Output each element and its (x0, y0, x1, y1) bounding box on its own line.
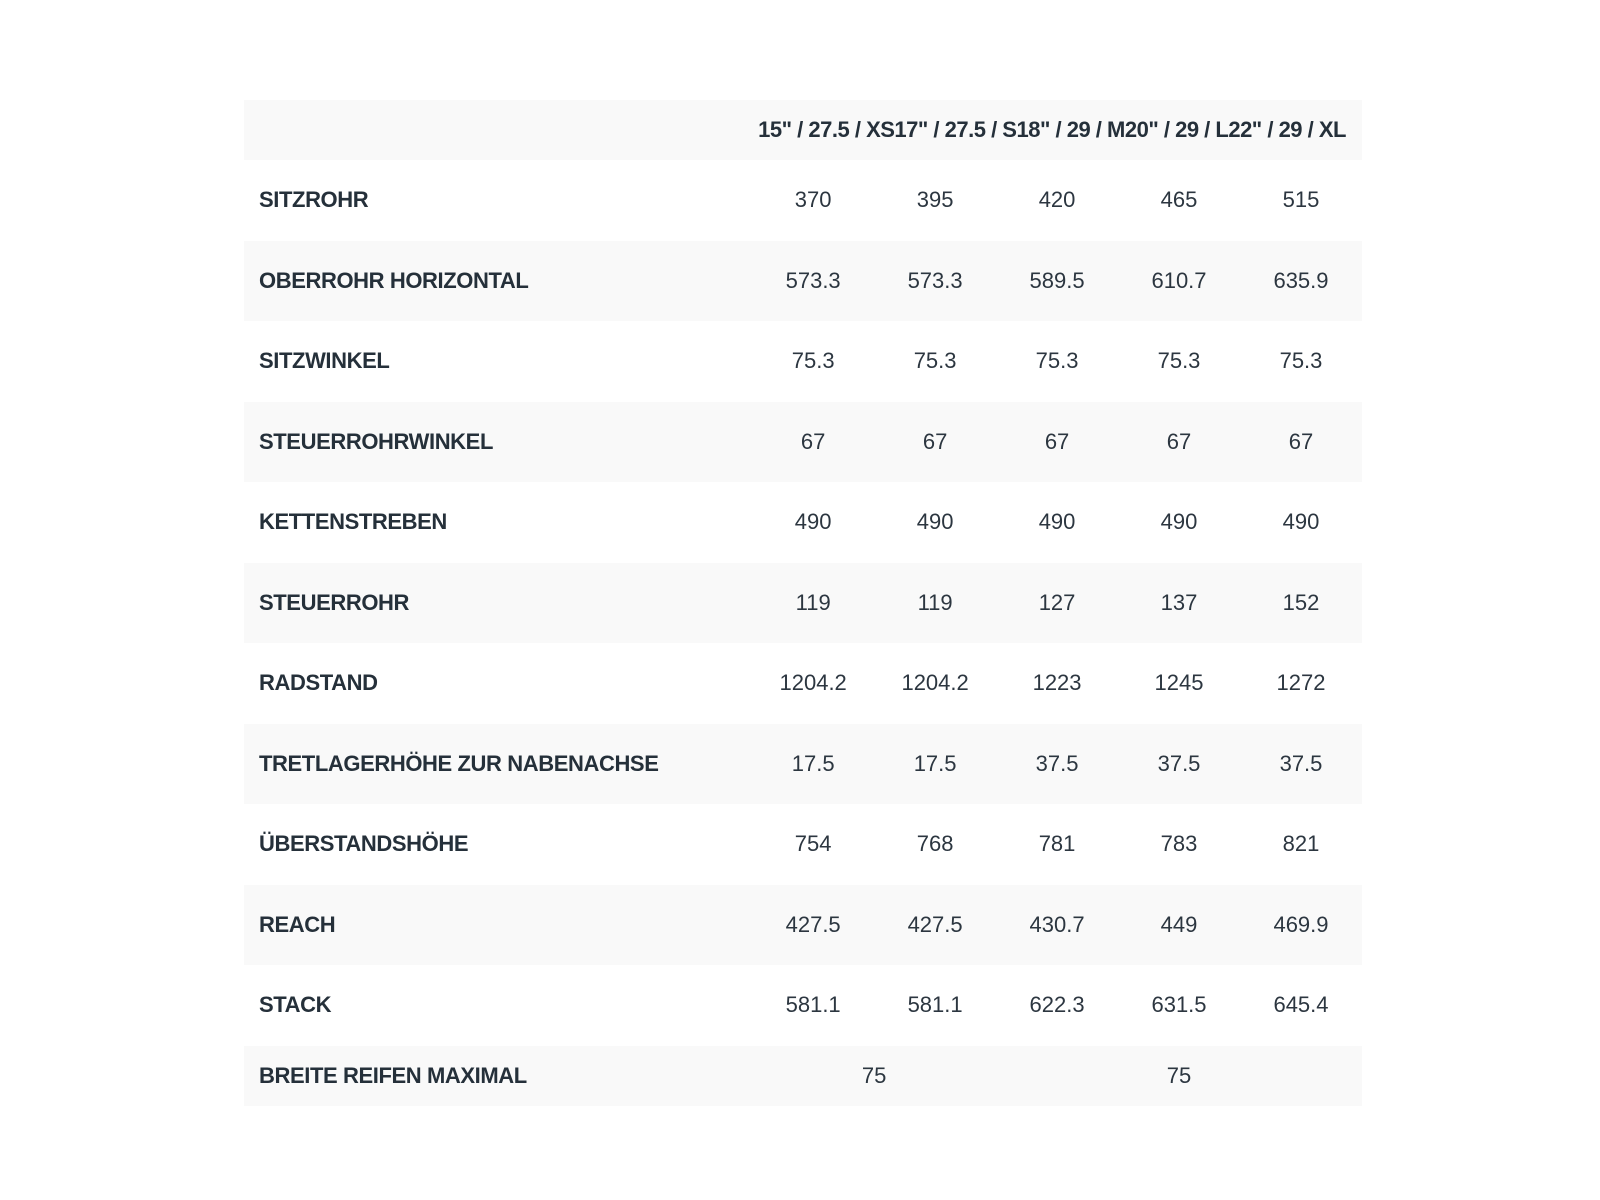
value-cell: 589.5 (996, 241, 1118, 322)
table-row (244, 321, 1362, 402)
value-cell: 610.7 (1118, 241, 1240, 322)
value-cell: 37.5 (996, 724, 1118, 805)
table-row (244, 482, 1362, 563)
row-label: SITZWINKEL (244, 321, 752, 402)
value-cell: 119 (874, 563, 996, 644)
geometry-table-header (244, 100, 1362, 160)
value-cell: 1204.2 (752, 643, 874, 724)
row-label: BREITE REIFEN MAXIMAL (244, 1046, 752, 1106)
value-cell: 420 (996, 160, 1118, 241)
value-cell: 573.3 (874, 241, 996, 322)
geometry-table (244, 100, 1362, 1106)
value-cell: 490 (1118, 482, 1240, 563)
value-cell: 17.5 (874, 724, 996, 805)
value-cell: 645.4 (1240, 965, 1362, 1046)
table-row (244, 241, 1362, 322)
value-cell: 119 (752, 563, 874, 644)
table-row (244, 885, 1362, 966)
value-cell: 449 (1118, 885, 1240, 966)
value-cell: 631.5 (1118, 965, 1240, 1046)
value-cell: 75.3 (874, 321, 996, 402)
value-cell: 581.1 (752, 965, 874, 1046)
value-cell: 75.3 (1240, 321, 1362, 402)
value-cell: 783 (1118, 804, 1240, 885)
header-row (244, 100, 1362, 160)
value-cell: 490 (752, 482, 874, 563)
value-cell: 75.3 (996, 321, 1118, 402)
row-label: STEUERROHR (244, 563, 752, 644)
value-cell: 17.5 (752, 724, 874, 805)
value-cell: 152 (1240, 563, 1362, 644)
row-label: OBERROHR HORIZONTAL (244, 241, 752, 322)
value-cell: 67 (1240, 402, 1362, 483)
value-cell: 1245 (1118, 643, 1240, 724)
value-cell: 370 (752, 160, 874, 241)
value-cell: 573.3 (752, 241, 874, 322)
value-cell: 37.5 (1240, 724, 1362, 805)
value-cell: 75.3 (752, 321, 874, 402)
value-cell: 515 (1240, 160, 1362, 241)
table-row (244, 563, 1362, 644)
value-cell: 622.3 (996, 965, 1118, 1046)
row-label: STEUERROHRWINKEL (244, 402, 752, 483)
value-cell: 635.9 (1240, 241, 1362, 322)
value-cell: 1272 (1240, 643, 1362, 724)
value-cell: 137 (1118, 563, 1240, 644)
value-cell: 781 (996, 804, 1118, 885)
value-cell: 821 (1240, 804, 1362, 885)
table-row (244, 402, 1362, 483)
value-cell: 75 (996, 1046, 1362, 1106)
value-cell: 581.1 (874, 965, 996, 1046)
value-cell: 67 (874, 402, 996, 483)
row-label: TRETLAGERHÖHE ZUR NABENACHSE (244, 724, 752, 805)
value-cell: 75.3 (1118, 321, 1240, 402)
row-label: REACH (244, 885, 752, 966)
value-cell: 490 (874, 482, 996, 563)
value-cell: 1223 (996, 643, 1118, 724)
value-cell: 490 (996, 482, 1118, 563)
table-row (244, 160, 1362, 241)
value-cell: 430.7 (996, 885, 1118, 966)
value-cell: 465 (1118, 160, 1240, 241)
row-label: STACK (244, 965, 752, 1046)
value-cell: 427.5 (752, 885, 874, 966)
row-label: SITZROHR (244, 160, 752, 241)
value-cell: 67 (996, 402, 1118, 483)
header-corner-cell (244, 100, 752, 160)
table-row (244, 1046, 1362, 1106)
row-label: KETTENSTREBEN (244, 482, 752, 563)
value-cell: 490 (1240, 482, 1362, 563)
table-row (244, 724, 1362, 805)
value-cell: 427.5 (874, 885, 996, 966)
value-cell: 127 (996, 563, 1118, 644)
table-row (244, 965, 1362, 1046)
geometry-table-body (244, 160, 1362, 1106)
value-cell: 469.9 (1240, 885, 1362, 966)
frame-sizes-header: 15" / 27.5 / XS17" / 27.5 / S18" / 29 / M20" / 29 / L22" / 29 / XL (752, 100, 1362, 160)
value-cell: 67 (1118, 402, 1240, 483)
value-cell: 75 (752, 1046, 996, 1106)
value-cell: 1204.2 (874, 643, 996, 724)
value-cell: 67 (752, 402, 874, 483)
value-cell: 768 (874, 804, 996, 885)
row-label: RADSTAND (244, 643, 752, 724)
row-label: ÜBERSTANDSHÖHE (244, 804, 752, 885)
table-row (244, 804, 1362, 885)
table-row (244, 643, 1362, 724)
value-cell: 395 (874, 160, 996, 241)
value-cell: 754 (752, 804, 874, 885)
value-cell: 37.5 (1118, 724, 1240, 805)
